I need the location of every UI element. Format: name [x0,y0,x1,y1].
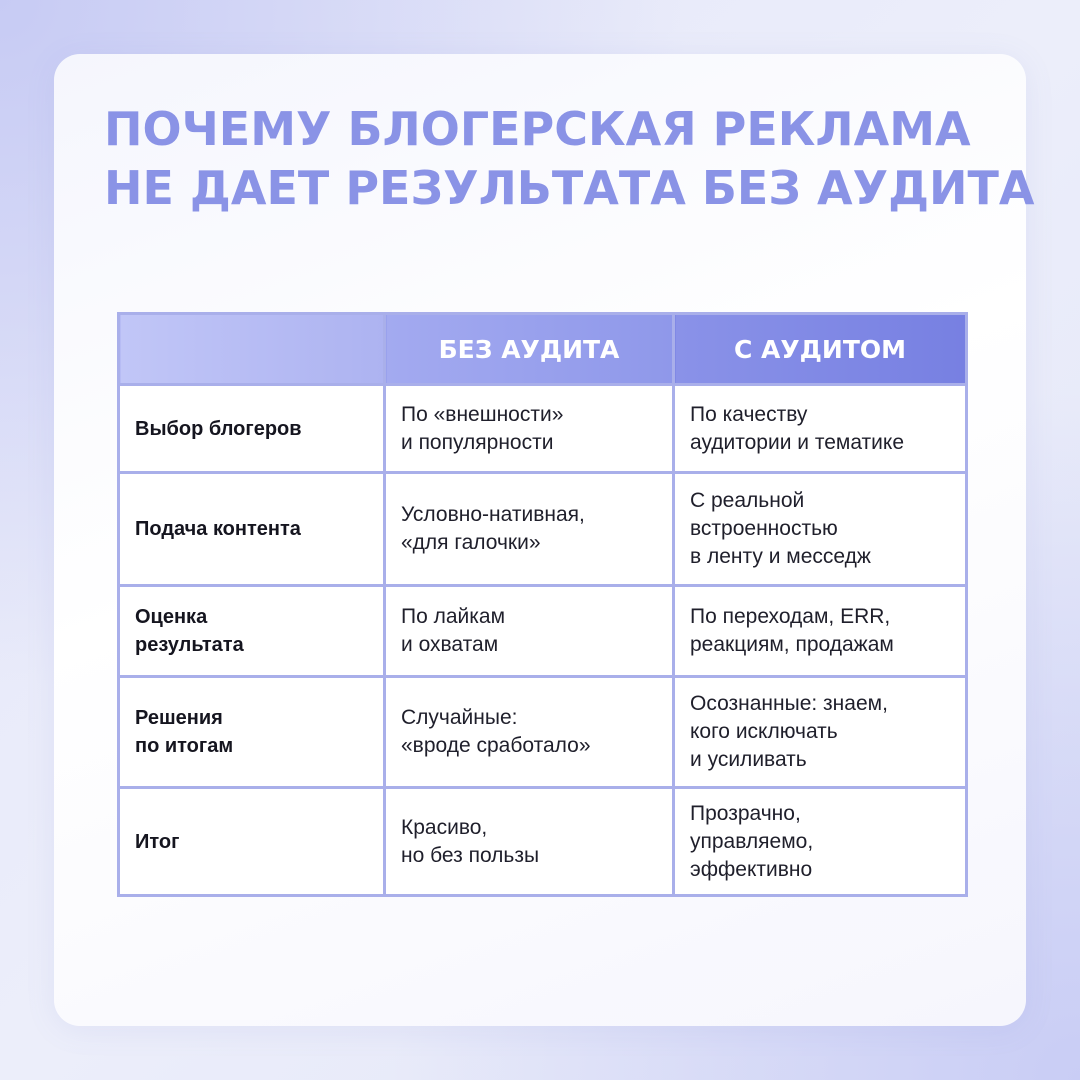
cell-without-audit: Случайные: «вроде сработало» [385,677,674,788]
cell-without-audit: Условно-нативная, «для галочки» [385,473,674,586]
comparison-table [117,312,968,897]
table-row [119,473,967,586]
cell-without-audit: По лайкам и охватам [385,586,674,677]
row-label: Решения по итогам [119,677,385,788]
title-line-1: ПОЧЕМУ БЛОГЕРСКАЯ РЕКЛАМА [104,102,971,156]
title-line-2: НЕ ДАЕТ РЕЗУЛЬТАТА БЕЗ АУДИТА [104,161,1035,215]
page-title [104,100,1035,218]
cell-with-audit: По переходам, ERR, реакциям, продажам [674,586,967,677]
cell-with-audit: Осознанные: знаем, кого исключать и усиливать [674,677,967,788]
cell-with-audit: Прозрачно, управляемо, эффективно [674,788,967,896]
row-label: Итог [119,788,385,896]
row-label: Выбор блогеров [119,385,385,473]
table-row [119,788,967,896]
cell-without-audit: По «внешности» и популярности [385,385,674,473]
header-with-audit: С АУДИТОМ [674,314,967,385]
cell-without-audit: Красиво, но без пользы [385,788,674,896]
table-header-row [119,314,967,385]
cell-with-audit: С реальной встроенностью в ленту и месседж [674,473,967,586]
header-empty-cell [119,314,385,385]
table-row [119,586,967,677]
header-without-audit: БЕЗ АУДИТА [385,314,674,385]
table-row [119,677,967,788]
row-label: Оценка результата [119,586,385,677]
row-label: Подача контента [119,473,385,586]
cell-with-audit: По качеству аудитории и тематике [674,385,967,473]
table-row [119,385,967,473]
